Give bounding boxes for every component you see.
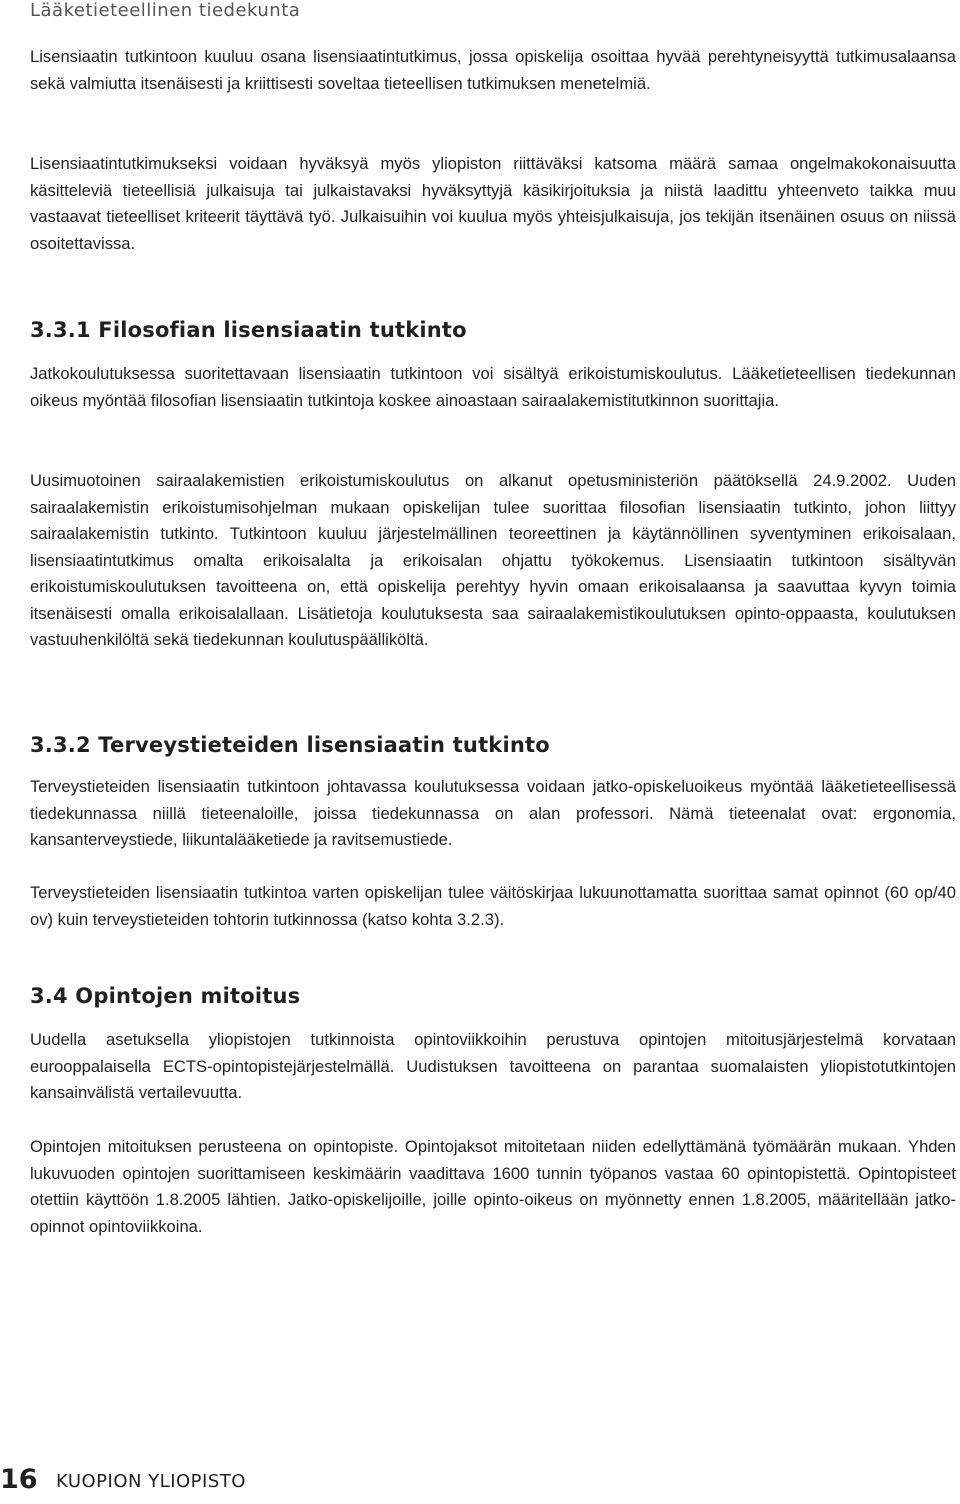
running-head: Lääketieteellinen tiedekunta xyxy=(30,0,301,21)
section-3-3-2-paragraph-2: Terveystieteiden lisensiaatin tutkintoa varten opiskelijan tulee väitöskirjaa lukuunottamatta suorittaa samat opinnot (60 op/40 ov) kuin terveystieteiden tohtorin tutkinnossa (katso kohta 3.2.3). xyxy=(30,883,956,929)
section-3-3-2-paragraph-1: Terveystieteiden lisensiaatin tutkintoon johtavassa koulutuksessa voidaan jatko-opiskeluoikeus myöntää lääketieteellisessä tiedekunnassa niillä tieteenaloille, joissa tiedekunnassa on alan professori. Nämä tieteenalat ovat: ergonomia, kansanterveystiede, liikuntalääketiede ja ravitsemustiede. xyxy=(30,777,956,849)
section-3-3-1-paragraph-2: Uusimuotoinen sairaalakemistien erikoistumiskoulutus on alkanut opetusministeriön päätöksellä 24.9.2002. Uuden sairaalakemistin erikoistumisohjelman mukaan opiskelijan tulee suorittaa filosofian lisensiaatin tutkinto, johon liittyy sairaalakemistin tutkinto. Tutkintoon kuuluu järjestelmällinen teoreettinen ja käytännöllinen syventyminen erikoisalaan, lisensiaatintutkimus omalta erikoisalalta ja erikoisalan ohjattu työkokemus. Lisensiaatin tutkintoon sisältyvän erikoistumiskoulutuksen tavoitteena on, että opiskelija perehtyy hyvin omaan erikoisalaansa ja saavuttaa kyvyn toimia itsenäisesti omalla erikoisalallaan. Lisätietoja koulutuksesta saa sairaalakemistikoulutuksen opinto-oppaasta, koulutuksen vastuuhenkilöltä sekä tiedekunnan koulutuspäälliköltä. xyxy=(30,471,956,649)
intro-paragraph-1: Lisensiaatin tutkintoon kuuluu osana lisensiaatintutkimus, jossa opiskelija osoittaa hyvää perehtyneisyyttä tutkimusalaansa sekä valmiutta itsenäisesti ja kriittisesti soveltaa tieteellisen tutkimuksen menetelmiä. xyxy=(30,47,956,93)
section-3-3-2-heading: 3.3.2 Terveystieteiden lisensiaatin tutkinto xyxy=(30,733,550,757)
page-number: 16 xyxy=(0,1464,38,1495)
section-3-3-1-heading: 3.3.1 Filosofian lisensiaatin tutkinto xyxy=(30,318,467,342)
section-3-4-heading: 3.4 Opintojen mitoitus xyxy=(30,984,301,1008)
section-3-4-paragraph-2: Opintojen mitoituksen perusteena on opintopiste. Opintojaksot mitoitetaan niiden edellyttämänä työmäärän mukaan. Yhden lukuvuoden opintojen suorittamiseen keskimäärin vaadittava 1600 tunnin työpanos vastaa 60 opintopistettä. Opintopisteet otettiin käyttöön 1.8.2005 lähtien. Jatko-opiskelijoille, joille opinto-oikeus on myönnetty ennen 1.8.2005, määritellään jatko-opinnot opintoviikkoina. xyxy=(30,1137,956,1236)
intro-paragraph-2: Lisensiaatintutkimukseksi voidaan hyväksyä myös yliopiston riittäväksi katsoma määrä samaa ongelmakokonaisuutta käsitteleviä tieteellisiä julkaisuja tai julkaistavaksi hyväksyttyjä käsikirjoituksia ja niistä laadittu yhteenveto taikka muu vastaavat tieteelliset kriteerit täyttävä työ. Julkaisuihin voi kuulua myös yhteisjulkaisuja, jos tekijän itsenäinen osuus on niissä osoitettavissa. xyxy=(30,154,956,253)
publisher-name: KUOPION YLIOPISTO xyxy=(56,1471,246,1492)
section-3-3-1-paragraph-1: Jatkokoulutuksessa suoritettavaan lisensiaatin tutkintoon voi sisältyä erikoistumiskoulutus. Lääketieteellisen tiedekunnan oikeus myöntää filosofian lisensiaatin tutkintoja koskee ainoastaan sairaalakemistitutkinnon suorittajia. xyxy=(30,364,956,410)
section-3-4-paragraph-1: Uudella asetuksella yliopistojen tutkinnoista opintoviikkoihin perustuva opintojen mitoitusjärjestelmä korvataan eurooppalaisella ECTS-opintopistejärjestelmällä. Uudistuksen tavoitteena on parantaa suomalaisten yliopistotutkintojen kansainvälistä vertailevuutta. xyxy=(30,1030,956,1102)
